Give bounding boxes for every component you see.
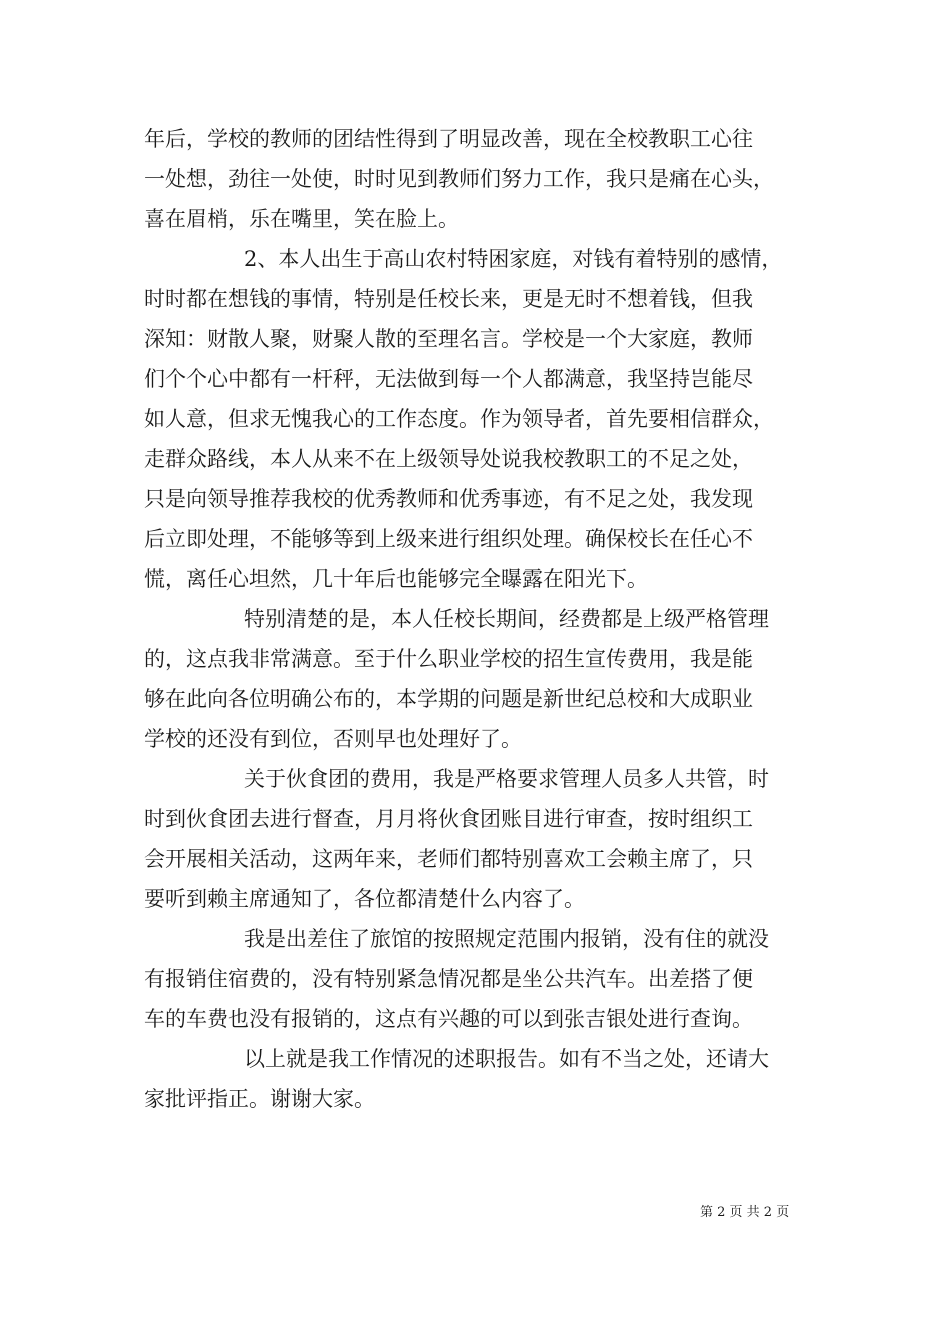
text-line: 我是出差住了旅馆的按照规定范围内报销，没有住的就没 <box>244 927 769 951</box>
text-line: 的，这点我非常满意。至于什么职业学校的招生宣传费用，我是能 <box>144 647 753 671</box>
text-line: 车的车费也没有报销的，这点有兴趣的可以到张吉银处进行查询。 <box>144 1007 753 1031</box>
page-number-footer: 第 2 页 共 2 页 <box>700 1205 790 1220</box>
text-line: 慌，离任心坦然，几十年后也能够完全曝露在阳光下。 <box>144 567 648 591</box>
text-line: 深知：财散人聚，财聚人散的至理名言。学校是一个大家庭，教师 <box>144 327 753 351</box>
text-line: 年后，学校的教师的团结性得到了明显改善，现在全校教职工心往 <box>144 127 753 151</box>
text-line: 以上就是我工作情况的述职报告。如有不当之处，还请大 <box>244 1047 769 1071</box>
text-line: 后立即处理，不能够等到上级来进行组织处理。确保校长在任心不 <box>144 527 753 551</box>
text-line: 家批评指正。谢谢大家。 <box>144 1087 375 1111</box>
text-line: 走群众路线，本人从来不在上级领导处说我校教职工的不足之处， <box>144 447 753 471</box>
text-line: 特别清楚的是，本人任校长期间，经费都是上级严格管理 <box>244 607 769 631</box>
text-line: 时到伙食团去进行督查，月月将伙食团账目进行审查，按时组织工 <box>144 807 753 831</box>
text-line: 关于伙食团的费用，我是严格要求管理人员多人共管，时 <box>244 767 769 791</box>
text-line: 如人意，但求无愧我心的工作态度。作为领导者，首先要相信群众， <box>144 407 774 431</box>
text-line: 要听到赖主席通知了，各位都清楚什么内容了。 <box>144 887 585 911</box>
text-line: 只是向领导推荐我校的优秀教师和优秀事迹，有不足之处，我发现 <box>144 487 753 511</box>
text-line: 时时都在想钱的事情，特别是任校长来，更是无时不想着钱，但我 <box>144 287 753 311</box>
text-line: 够在此向各位明确公布的，本学期的问题是新世纪总校和大成职业 <box>144 687 753 711</box>
text-line: 喜在眉梢，乐在嘴里，笑在脸上。 <box>144 207 459 231</box>
text-line: 有报销住宿费的，没有特别紧急情况都是坐公共汽车。出差搭了便 <box>144 967 753 991</box>
text-line: 2、本人出生于高山农村特困家庭，对钱有着特别的感情， <box>244 247 783 271</box>
text-line: 一处想，劲往一处使，时时见到教师们努力工作，我只是痛在心头， <box>144 167 774 191</box>
text-line: 学校的还没有到位，否则早也处理好了。 <box>144 727 522 751</box>
text-line: 们个个心中都有一杆秤，无法做到每一个人都满意，我坚持岂能尽 <box>144 367 753 391</box>
text-line: 会开展相关活动，这两年来，老师们都特别喜欢工会赖主席了，只 <box>144 847 753 871</box>
